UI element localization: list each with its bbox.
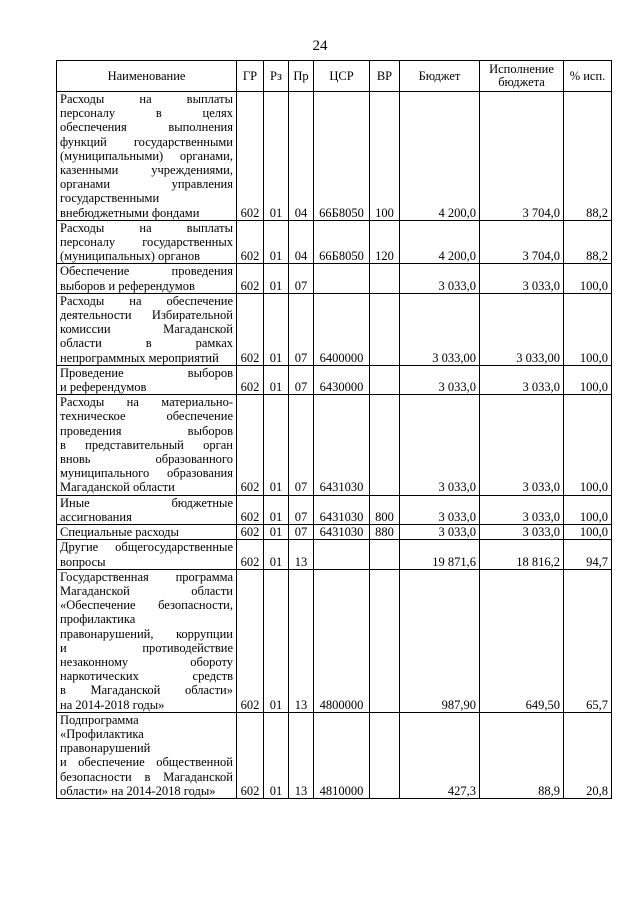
cell-percent: 100,0 <box>564 395 612 495</box>
row-name-line: Расходы на материально- <box>60 395 233 410</box>
cell-budget: 4 200,0 <box>400 220 480 264</box>
row-name <box>57 495 237 524</box>
row-name-line: незаконному обороту <box>60 654 233 669</box>
table-row <box>57 525 612 540</box>
row-name-line: ассигнования <box>60 509 132 524</box>
row-name-line: персоналу в целях <box>60 106 233 121</box>
row-name-line: в Магаданской области» <box>60 683 233 698</box>
row-name-line: области» на 2014-2018 годы» <box>60 783 216 798</box>
row-name-line: Расходы на обеспечение <box>60 293 233 308</box>
cell-percent: 88,2 <box>564 220 612 264</box>
cell-budget: 3 033,0 <box>400 525 480 540</box>
row-name-line: Иные бюджетные <box>60 495 233 510</box>
cell-execution: 3 704,0 <box>480 92 564 221</box>
cell-budget: 3 033,00 <box>400 293 480 365</box>
row-name-line: Магаданской области <box>60 583 233 598</box>
row-name-line: области в рамках <box>60 336 233 351</box>
cell-pr: 04 <box>289 92 314 221</box>
header-vr: ВР <box>370 61 400 92</box>
row-name-line: функций государственными <box>60 134 233 149</box>
cell-rz: 01 <box>264 525 289 540</box>
row-name-line: Проведение выборов <box>60 365 233 380</box>
cell-csr: 66Б8050 <box>314 220 370 264</box>
cell-rz: 01 <box>264 569 289 712</box>
row-name-line: и обеспечение общественной <box>60 755 233 770</box>
cell-gr: 602 <box>237 569 264 712</box>
cell-gr: 602 <box>237 220 264 264</box>
cell-vr: 100 <box>370 92 400 221</box>
row-name-line: и референдумов <box>60 380 147 395</box>
cell-gr: 602 <box>237 540 264 569</box>
header-gr: ГР <box>237 61 264 92</box>
cell-rz: 01 <box>264 92 289 221</box>
cell-rz: 01 <box>264 293 289 365</box>
row-name-line: непрограммных мероприятий <box>60 350 219 365</box>
cell-execution: 3 033,0 <box>480 525 564 540</box>
row-name-line: техническое обеспечение <box>60 409 233 424</box>
cell-vr: 880 <box>370 525 400 540</box>
cell-csr: 6430000 <box>314 365 370 394</box>
cell-rz: 01 <box>264 220 289 264</box>
header-rz: Рз <box>264 61 289 92</box>
cell-percent: 100,0 <box>564 525 612 540</box>
cell-budget: 427,3 <box>400 712 480 798</box>
cell-csr: 6431030 <box>314 395 370 495</box>
cell-percent: 100,0 <box>564 293 612 365</box>
table-row <box>57 293 612 365</box>
cell-budget: 3 033,0 <box>400 264 480 293</box>
table-row <box>57 220 612 264</box>
cell-percent: 100,0 <box>564 365 612 394</box>
cell-csr: 66Б8050 <box>314 92 370 221</box>
table-row <box>57 569 612 712</box>
row-name-line: государственными <box>60 191 160 206</box>
cell-execution: 3 033,0 <box>480 264 564 293</box>
header-pr: Пр <box>289 61 314 92</box>
cell-pr: 07 <box>289 264 314 293</box>
cell-vr <box>370 293 400 365</box>
cell-budget: 3 033,0 <box>400 395 480 495</box>
table-row <box>57 92 612 221</box>
table-row <box>57 540 612 569</box>
row-name-line: деятельности Избирательной <box>60 308 233 323</box>
cell-rz: 01 <box>264 264 289 293</box>
row-name <box>57 365 237 394</box>
cell-budget: 987,90 <box>400 569 480 712</box>
row-name-line: выборов и референдумов <box>60 278 195 293</box>
header-budget: Бюджет <box>400 61 480 92</box>
cell-pr: 07 <box>289 293 314 365</box>
row-name-line: Обеспечение проведения <box>60 264 233 279</box>
row-name-line: органами управления <box>60 177 233 192</box>
cell-csr <box>314 264 370 293</box>
cell-gr: 602 <box>237 495 264 524</box>
cell-budget: 4 200,0 <box>400 92 480 221</box>
cell-rz: 01 <box>264 395 289 495</box>
header-csr: ЦСР <box>314 61 370 92</box>
cell-csr: 6431030 <box>314 495 370 524</box>
row-name-line: профилактика <box>60 612 136 627</box>
row-name-line: муниципального образования <box>60 466 233 481</box>
header-percent: % исп. <box>564 61 612 92</box>
row-name-line: правонарушений, коррупции <box>60 626 233 641</box>
row-name-line: Подпрограмма <box>60 712 139 727</box>
cell-pr: 13 <box>289 540 314 569</box>
row-name-line: «Профилактика <box>60 726 144 741</box>
cell-execution: 3 033,00 <box>480 293 564 365</box>
row-name <box>57 712 237 798</box>
cell-gr: 602 <box>237 293 264 365</box>
row-name-line: Государственная программа <box>60 569 233 584</box>
cell-budget: 19 871,6 <box>400 540 480 569</box>
row-name <box>57 264 237 293</box>
row-name-line: (муниципальных) органов <box>60 249 201 264</box>
cell-csr: 6431030 <box>314 525 370 540</box>
cell-vr: 120 <box>370 220 400 264</box>
cell-gr: 602 <box>237 395 264 495</box>
row-name-line: наркотических средств <box>60 669 233 684</box>
table-row <box>57 495 612 524</box>
table-row <box>57 264 612 293</box>
cell-execution: 3 704,0 <box>480 220 564 264</box>
cell-gr: 602 <box>237 365 264 394</box>
cell-csr <box>314 540 370 569</box>
row-name-line: вопросы <box>60 554 106 569</box>
row-name-line: Специальные расходы <box>60 525 179 540</box>
cell-percent: 65,7 <box>564 569 612 712</box>
row-name-line: Расходы на выплаты <box>60 220 233 235</box>
cell-pr: 07 <box>289 495 314 524</box>
cell-gr: 602 <box>237 525 264 540</box>
cell-csr: 4810000 <box>314 712 370 798</box>
cell-vr <box>370 395 400 495</box>
row-name-line: безопасности в Магаданской <box>60 769 233 784</box>
header-execution: Исполнение бюджета <box>480 61 564 92</box>
header-name: Наименование <box>57 61 237 92</box>
cell-execution: 3 033,0 <box>480 495 564 524</box>
table-row <box>57 712 612 798</box>
cell-gr: 602 <box>237 264 264 293</box>
cell-vr <box>370 365 400 394</box>
cell-budget: 3 033,0 <box>400 365 480 394</box>
row-name-line: в представительный орган <box>60 437 233 452</box>
cell-pr: 07 <box>289 525 314 540</box>
cell-execution: 3 033,0 <box>480 365 564 394</box>
row-name-line: казенными учреждениями, <box>60 163 233 178</box>
cell-execution: 3 033,0 <box>480 395 564 495</box>
cell-gr: 602 <box>237 712 264 798</box>
cell-rz: 01 <box>264 365 289 394</box>
cell-pr: 07 <box>289 395 314 495</box>
page-number: 24 <box>312 38 328 54</box>
cell-percent: 88,2 <box>564 92 612 221</box>
row-name-line: персоналу государственных <box>60 235 233 250</box>
row-name-line: и противодействие <box>60 640 233 655</box>
cell-gr: 602 <box>237 92 264 221</box>
row-name-line: Другие общегосударственные <box>60 540 233 555</box>
budget-table <box>56 60 612 799</box>
row-name <box>57 525 237 540</box>
row-name-line: Расходы на выплаты <box>60 92 233 106</box>
row-name-line: вновь образованного <box>60 452 233 467</box>
cell-execution: 649,50 <box>480 569 564 712</box>
row-name-line: обеспечения выполнения <box>60 120 233 135</box>
row-name <box>57 569 237 712</box>
cell-vr: 800 <box>370 495 400 524</box>
row-name-line: на 2014-2018 годы» <box>60 697 165 712</box>
row-name-line: внебюджетными фондами <box>60 205 200 220</box>
table-row <box>57 365 612 394</box>
cell-vr <box>370 712 400 798</box>
cell-vr <box>370 569 400 712</box>
row-name-line: проведения выборов <box>60 423 233 438</box>
cell-pr: 07 <box>289 365 314 394</box>
row-name <box>57 395 237 495</box>
cell-percent: 100,0 <box>564 495 612 524</box>
row-name <box>57 220 237 264</box>
cell-pr: 13 <box>289 712 314 798</box>
cell-rz: 01 <box>264 540 289 569</box>
cell-execution: 88,9 <box>480 712 564 798</box>
row-name-line: правонарушений <box>60 741 151 756</box>
row-name-line: комиссии Магаданской <box>60 322 233 337</box>
cell-budget: 3 033,0 <box>400 495 480 524</box>
row-name <box>57 540 237 569</box>
cell-vr <box>370 540 400 569</box>
cell-vr <box>370 264 400 293</box>
cell-pr: 04 <box>289 220 314 264</box>
cell-csr: 6400000 <box>314 293 370 365</box>
cell-percent: 100,0 <box>564 264 612 293</box>
row-name <box>57 92 237 221</box>
cell-percent: 20,8 <box>564 712 612 798</box>
cell-pr: 13 <box>289 569 314 712</box>
row-name-line: Магаданской области <box>60 480 175 495</box>
cell-csr: 4800000 <box>314 569 370 712</box>
cell-percent: 94,7 <box>564 540 612 569</box>
table-header-row <box>57 61 612 92</box>
cell-rz: 01 <box>264 712 289 798</box>
table-row <box>57 395 612 495</box>
cell-rz: 01 <box>264 495 289 524</box>
row-name-line: (муниципальными) органами, <box>60 148 233 163</box>
row-name <box>57 293 237 365</box>
cell-execution: 18 816,2 <box>480 540 564 569</box>
row-name-line: «Обеспечение безопасности, <box>60 598 233 613</box>
